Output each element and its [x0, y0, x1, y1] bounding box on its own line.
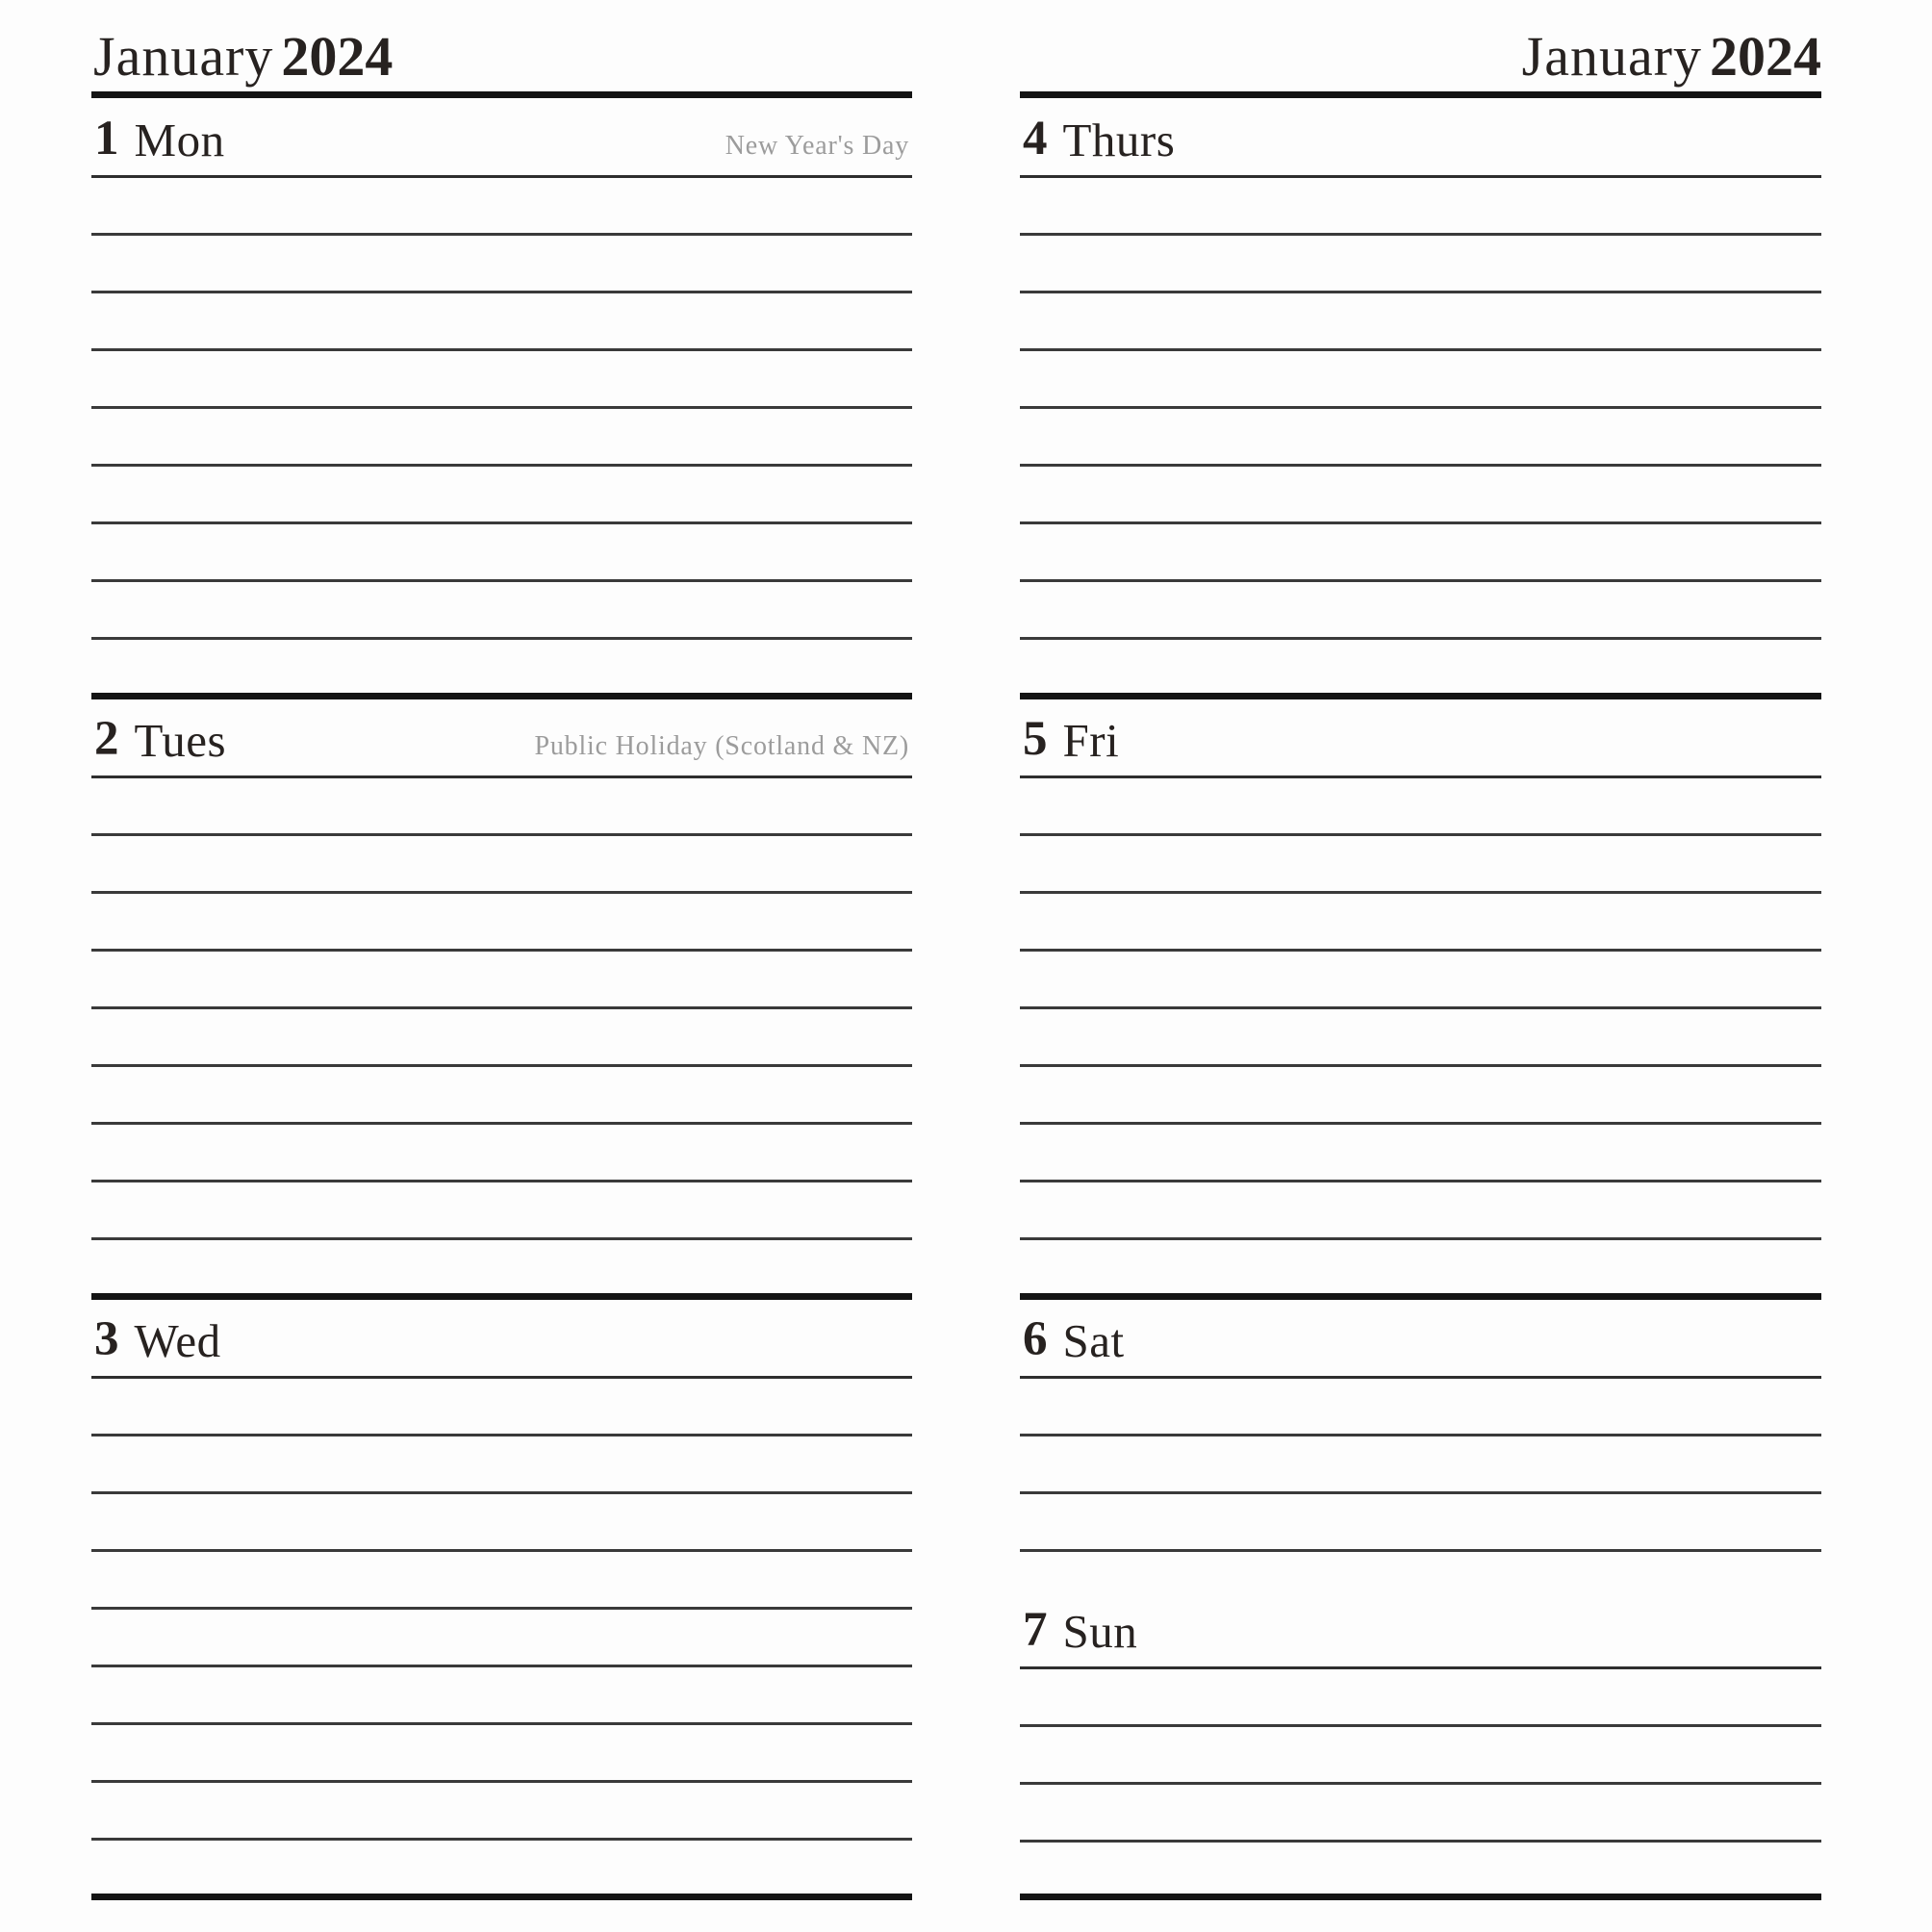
ruled-line — [1020, 291, 1821, 293]
month-label: January — [1521, 25, 1702, 88]
ruled-line — [91, 406, 912, 409]
ruled-line — [1020, 1180, 1821, 1182]
ruled-line — [91, 833, 912, 836]
ruled-line — [1020, 1549, 1821, 1552]
day-header — [91, 1299, 912, 1376]
day-name: Thurs — [1062, 114, 1176, 166]
day-label — [1020, 1603, 1138, 1666]
ruled-line — [91, 1122, 912, 1125]
day-number: 6 — [1023, 1312, 1048, 1366]
day-label — [91, 1312, 221, 1376]
day-header — [91, 98, 912, 175]
ruled-line — [1020, 1006, 1821, 1009]
ruled-line — [1020, 348, 1821, 351]
ruled-line — [1020, 1434, 1821, 1436]
page-title-right — [1521, 25, 1821, 88]
ruled-line — [91, 1607, 912, 1610]
ruled-line — [91, 348, 912, 351]
ruled-line — [1020, 1122, 1821, 1125]
day-number: 7 — [1023, 1603, 1048, 1657]
day-name: Tues — [134, 714, 227, 767]
ruled-line — [1020, 1840, 1821, 1843]
ruled-line — [1020, 521, 1821, 524]
ruled-line — [91, 233, 912, 236]
holiday-note: New Year's Day — [724, 131, 909, 161]
ruled-line — [1020, 1724, 1821, 1727]
section-divider — [1020, 91, 1821, 98]
ruled-line — [1020, 891, 1821, 894]
section-divider — [91, 1894, 912, 1900]
ruled-line — [91, 1722, 912, 1725]
ruled-line — [91, 1180, 912, 1182]
ruled-line — [1020, 949, 1821, 952]
section-divider — [91, 91, 912, 98]
day-header — [1020, 98, 1821, 175]
section-divider — [1020, 1894, 1821, 1900]
ruled-line — [1020, 233, 1821, 236]
day-header-underline — [1020, 1666, 1821, 1669]
day-number: 3 — [94, 1312, 119, 1366]
year-label: 2024 — [281, 25, 394, 88]
ruled-line — [91, 1780, 912, 1783]
day-header — [1020, 1299, 1821, 1376]
day-label — [1020, 1312, 1125, 1376]
ruled-line — [91, 1064, 912, 1067]
day-label — [1020, 114, 1175, 175]
ruled-line — [91, 1665, 912, 1667]
day-number: 1 — [94, 112, 119, 165]
month-label: January — [93, 25, 274, 88]
ruled-line — [91, 1006, 912, 1009]
ruled-line — [91, 291, 912, 293]
ruled-line — [1020, 579, 1821, 582]
ruled-line — [91, 949, 912, 952]
day-header — [91, 699, 912, 775]
day-number: 5 — [1023, 712, 1048, 766]
ruled-line — [1020, 1782, 1821, 1785]
day-name: Sun — [1062, 1605, 1138, 1658]
holiday-note: Public Holiday (Scotland & NZ) — [534, 731, 909, 761]
ruled-line — [1020, 833, 1821, 836]
day-name: Wed — [134, 1314, 221, 1367]
day-label — [91, 712, 227, 775]
day-label — [1020, 712, 1120, 775]
ruled-line — [1020, 406, 1821, 409]
ruled-line — [91, 1237, 912, 1240]
day-header-underline — [1020, 175, 1821, 178]
ruled-line — [91, 891, 912, 894]
year-label: 2024 — [1710, 25, 1821, 88]
page-title-left — [93, 25, 394, 88]
ruled-line — [1020, 1491, 1821, 1494]
day-header-underline — [91, 175, 912, 178]
ruled-line — [91, 464, 912, 467]
day-header-underline — [1020, 1376, 1821, 1379]
day-header-underline — [91, 1376, 912, 1379]
ruled-line — [91, 1549, 912, 1552]
day-label — [91, 114, 225, 175]
ruled-line — [1020, 464, 1821, 467]
ruled-line — [1020, 637, 1821, 640]
day-number: 4 — [1023, 112, 1048, 165]
day-header-underline — [91, 775, 912, 778]
ruled-line — [91, 637, 912, 640]
ruled-line — [1020, 1064, 1821, 1067]
day-name: Fri — [1062, 714, 1120, 767]
ruled-line — [91, 1838, 912, 1841]
day-name: Sat — [1062, 1314, 1125, 1367]
day-header — [1020, 1589, 1821, 1666]
day-header-underline — [1020, 775, 1821, 778]
day-name: Mon — [134, 114, 225, 166]
ruled-line — [91, 579, 912, 582]
ruled-line — [91, 1434, 912, 1436]
ruled-line — [91, 521, 912, 524]
ruled-line — [91, 1491, 912, 1494]
day-number: 2 — [94, 712, 119, 766]
day-header — [1020, 699, 1821, 775]
ruled-line — [1020, 1237, 1821, 1240]
